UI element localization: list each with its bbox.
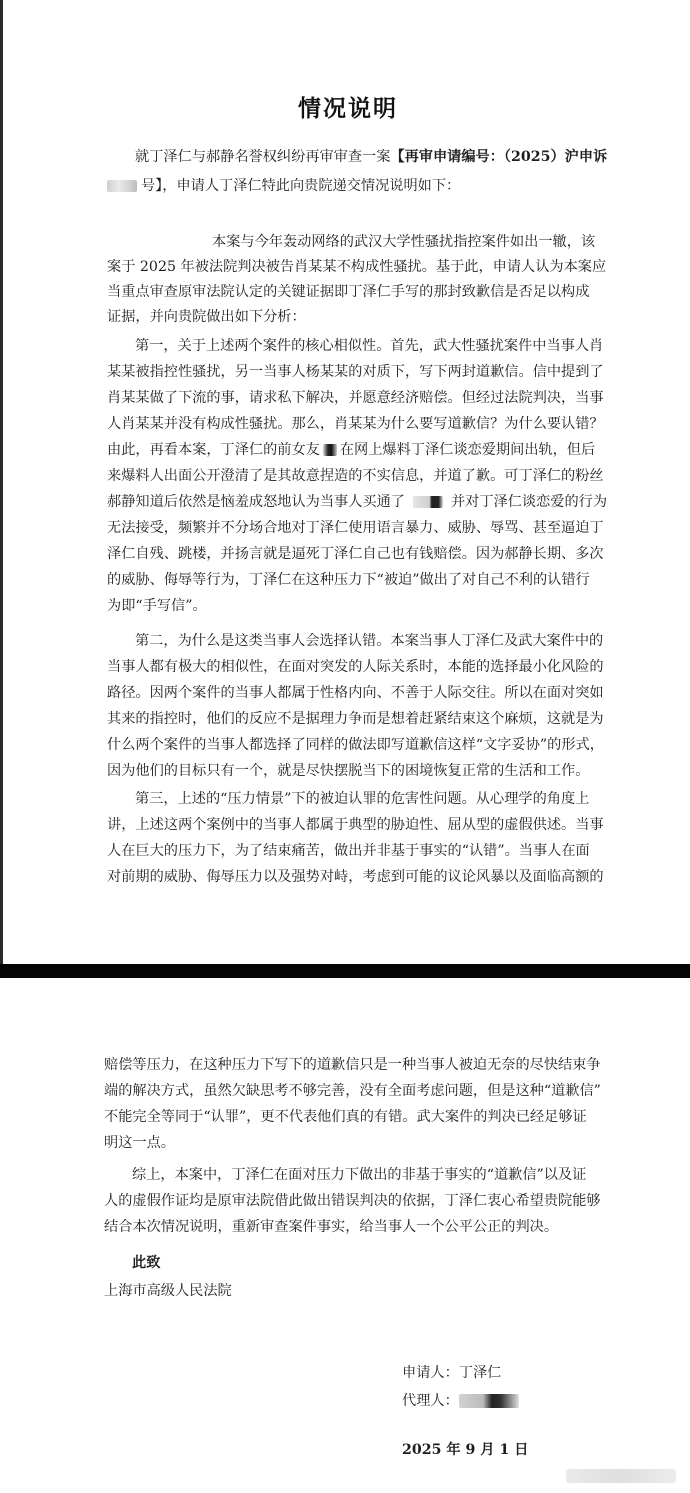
paragraph-text: 在网上爆料丁泽仁谈恋爱期间出轨，但后 (339, 442, 596, 458)
paragraph-line: 的威胁、侮辱等行为，丁泽仁在这种压力下“被迫”做出了对自己不利的认错行 (107, 572, 590, 588)
paragraph-line: 泽仁自残、跳楼，并扬言就是逼死丁泽仁自己也有钱赔偿。因为郝静长期、多次 (107, 546, 604, 562)
paragraph-line: 其来的指控时，他们的反应不是据理力争而是想着赶紧结束这个麻烦，这就是为 (107, 711, 604, 727)
paragraph-line: 明这一点。 (104, 1135, 175, 1151)
intro-text: 就丁泽仁与郝静名誉权纠纷再审审查一案 (135, 149, 391, 165)
redacted-name (323, 444, 337, 456)
paragraph-line: 综上，本案中，丁泽仁在面对压力下做出的非基于事实的“道歉信”以及证 (132, 1167, 587, 1183)
paragraph-line: 某某被指控性骚扰，另一当事人杨某某的对质下，写下两封道歉信。信中提到了 (107, 364, 604, 380)
paragraph-line: 什么两个案件的当事人都选择了同样的做法即写道歉信这样“文字妥协”的形式， (107, 737, 604, 753)
paragraph-line: 讲，上述这两个案例中的当事人都属于典型的胁迫性、屈从型的虚假供述。当事 (107, 817, 604, 833)
paragraph-line: 第二，为什么是这类当事人会选择认错。本案当事人丁泽仁及武大案件中的 (135, 633, 604, 649)
paragraph-line: 人在巨大的压力下，为了结束痛苦，做出并非基于事实的“认错”。当事人在面 (107, 843, 590, 859)
paragraph-line: 当事人都有极大的相似性，在面对突发的人际关系时，本能的选择最小化风险的 (107, 659, 604, 675)
intro-line-2 (107, 176, 460, 196)
paragraph-line: 结合本次情况说明，重新审查案件事实，给当事人一个公平公正的判决。 (104, 1219, 559, 1235)
paragraph-line: 因为他们的目标只有一个，就是尽快摆脱当下的困境恢复正常的生活和工作。 (107, 763, 590, 779)
paragraph-line: 路径。因两个案件的当事人都属于性格内向、不善于人际交往。所以在面对突如 (107, 685, 604, 701)
paragraph-line: 证据，并向贵院做出如下分析： (107, 309, 306, 325)
paragraph-line: 端的解决方式，虽然欠缺思考不够完善，没有全面考虑问题，但是这种“道歉信” (104, 1083, 601, 1099)
document-page-2 (0, 978, 690, 1493)
watermark (566, 1469, 676, 1483)
paragraph-line: 人的虚假作证均是原审法院借此做出错误判决的依据，丁泽仁衷心希望贵院能够 (104, 1193, 601, 1209)
paragraph-line (107, 440, 595, 460)
agent-signature (402, 1391, 519, 1411)
paragraph-text: 并对丁泽仁谈恋爱的行为 (450, 494, 608, 510)
agent-label: 代理人： (402, 1393, 459, 1409)
paragraph-line: 来爆料人出面公开澄清了是其故意捏造的不实信息，并道了歉。可丁泽仁的粉丝 (107, 468, 604, 484)
paragraph-line: 人肖某某并没有构成性骚扰。那么，肖某某为什么要写道歉信？为什么要认错？ (107, 416, 604, 432)
closing-salutation: 此致 (132, 1255, 161, 1271)
paragraph-line: 对前期的威胁、侮辱压力以及强势对峙，考虑到可能的议论风暴以及面临高额的 (107, 869, 604, 885)
paragraph-line: 不能完全等同于“认罪”，更不代表他们真的有错。武大案件的判决已经足够证 (104, 1109, 587, 1125)
paragraph-line: 赔偿等压力，在这种压力下写下的道歉信只是一种当事人被迫无奈的尽快结束争 (104, 1057, 601, 1073)
paragraph-line: 无法接受，频繁并不分场合地对丁泽仁使用语言暴力、威胁、辱骂、甚至逼迫丁 (107, 520, 604, 536)
applicant-signature: 申请人：丁泽仁 (402, 1365, 502, 1381)
document-title: 情况说明 (298, 96, 398, 122)
paragraph-line: 当重点审查原审法院认定的关键证据即丁泽仁手写的那封致歉信是否足以构成 (107, 284, 590, 300)
intro-text: 号】，申请人丁泽仁特此向贵院递交情况说明如下： (141, 178, 461, 194)
paragraph-line: 第一，关于上述两个案件的核心相似性。首先，武大性骚扰案件中当事人肖 (135, 338, 604, 354)
application-number: 【再审申请编号：（2025）沪申诉 (390, 149, 608, 165)
redacted-agent-name (459, 1394, 519, 1408)
paragraph-line: 本案与今年轰动网络的武汉大学性骚扰指控案件如出一辙，该 (212, 234, 596, 250)
paragraph-line: 为即“手写信”。 (107, 598, 207, 614)
intro-line-1 (135, 147, 607, 167)
paragraph-line (107, 492, 607, 512)
paragraph-line: 案于 2025 年被法院判决被告肖某某不构成性骚扰。基于此，申请人认为本案应 (107, 259, 607, 275)
paragraph-text: 由此，再看本案，丁泽仁的前女友 (107, 442, 320, 458)
paragraph-text: 郝静知道后依然是恼羞成怒地认为当事人买通了 (107, 494, 405, 510)
document-date: 2025 年 9 月 1 日 (402, 1442, 529, 1458)
recipient-court: 上海市高级人民法院 (104, 1283, 232, 1299)
redacted-number (107, 180, 137, 192)
paragraph-line: 第三，上述的“压力情景”下的被迫认罪的危害性问题。从心理学的角度上 (135, 791, 590, 807)
redacted-name (413, 496, 443, 508)
page-divider (0, 964, 690, 978)
paragraph-line: 肖某某做了下流的事，请求私下解决，并愿意经济赔偿。但经过法院判决，当事 (107, 390, 604, 406)
